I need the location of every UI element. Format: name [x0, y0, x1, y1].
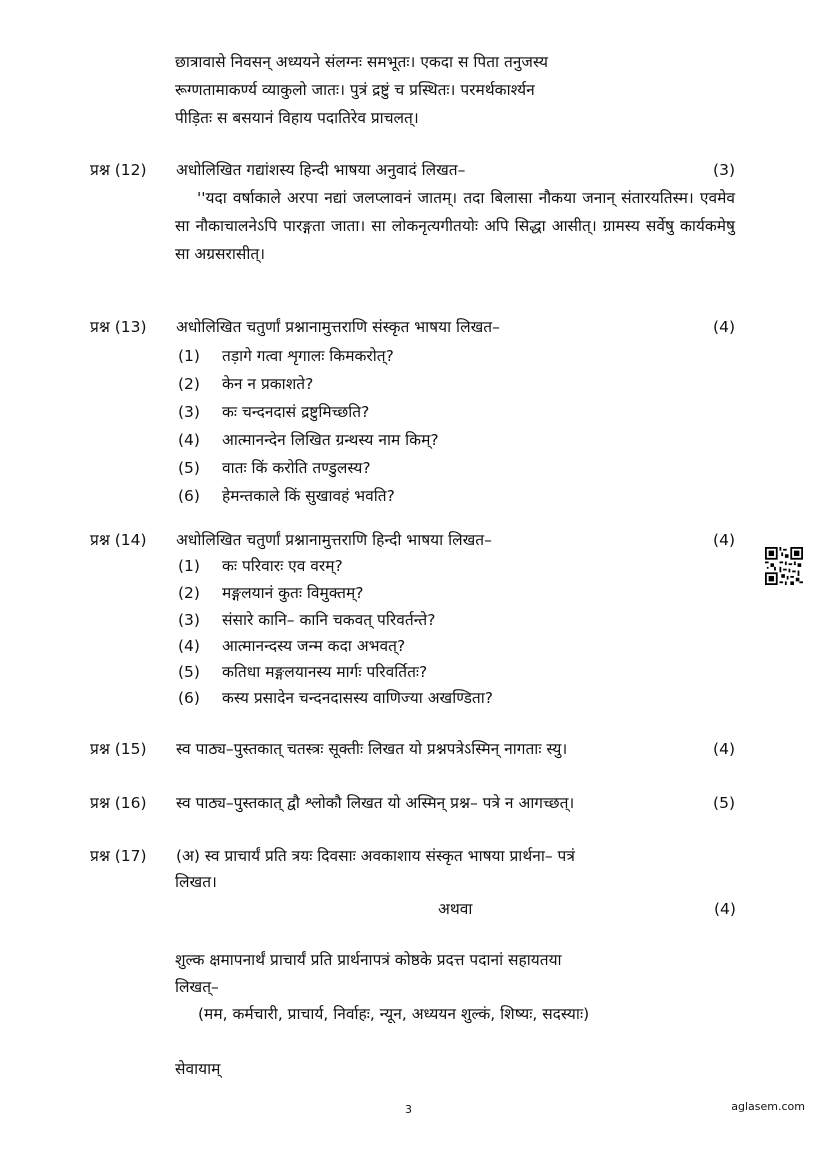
question-text: स्व पाठ्य–पुस्तकात् द्वौ श्लोकौ लिखत यो अस्मिन् प्रश्न– पत्रे न आगच्छत्। [176, 794, 575, 812]
passage-text: ''यदा वर्षाकाले अरपा नद्यां जलप्लावनं जातम्। तदा बिलासा नौकया जनान् संतारयतिस्म। एवमेव सा नौकाचालनेऽपि पारङ्गता जाता। सा लोकनृत्यगीतयोः अपि सिद्धा आसीत्। ग्रामस्य सर्वेषु कार्यकमेषु सा अग्रसरासीत्। [175, 189, 735, 263]
list-item: (4) आत्मानन्देन लिखित ग्रन्थस्य नाम किम्? [178, 431, 439, 449]
question-14-header [90, 526, 735, 554]
question-marks: (4) [713, 531, 735, 549]
list-item: (3) कः चन्दनदासं द्रष्टुमिच्छति? [178, 403, 370, 421]
question-17-line-2: लिखत। [175, 873, 217, 891]
question-13-header [90, 313, 735, 341]
question-17-header [90, 842, 735, 870]
list-item: (1) कः परिवारः एव वरम्? [178, 557, 343, 575]
question-number: प्रश्न (13) [90, 318, 147, 336]
list-item: (6) हेमन्तकाले किं सुखावहं भवति? [178, 487, 395, 505]
question-text: अधोलिखित गद्यांशस्य हिन्दी भाषया अनुवादं लिखत– [176, 161, 466, 179]
question-12-header [90, 156, 735, 184]
alternative-line-1: शुल्क क्षमापनार्थं प्राचार्यं प्रति प्रार्थनापत्रं कोष्ठके प्रदत्त पदानां सहायतया [175, 951, 562, 969]
question-16-header [90, 789, 735, 817]
site-watermark: aglasem.com [731, 1100, 805, 1113]
question-number: प्रश्न (12) [90, 161, 147, 179]
question-12-passage [175, 184, 735, 268]
list-item: (3) संसारे कानि– कानि चकवत् परिवर्तन्ते? [178, 611, 436, 629]
question-text: (अ) स्व प्राचार्यं प्रति त्रयः दिवसाः अवकाशाय संस्कृत भाषया प्रार्थना– पत्रं [176, 847, 575, 865]
or-separator: अथवा [438, 900, 473, 918]
alternative-line-2: लिखत्– [175, 978, 219, 996]
question-number: प्रश्न (14) [90, 531, 147, 549]
word-bank: (मम, कर्मचारी, प्राचार्य, निर्वाहः, न्यून, अध्ययन शुल्कं, शिष्यः, सदस्याः) [198, 1005, 590, 1023]
intro-line-1: छात्रावासे निवसन् अध्ययने संलग्नः समभूतः। एकदा स पिता तनुजस्य [175, 53, 548, 71]
intro-line-2: रूग्णतामाकर्ण्य व्याकुलो जातः। पुत्रं द्रष्टुं च प्रस्थितः। परमर्थकार्श्यन [175, 81, 535, 99]
question-15-header [90, 735, 735, 763]
list-item: (6) कस्य प्रसादेन चन्दनदासस्य वाणिज्या अखण्डिता? [178, 689, 493, 707]
question-text: अधोलिखित चतुर्णां प्रश्नानामुत्तराणि हिन्दी भाषया लिखत– [176, 531, 492, 549]
intro-paragraph [175, 48, 735, 132]
list-item: (5) वातः किं करोति तण्डुलस्य? [178, 459, 371, 477]
qr-code-icon [765, 547, 803, 585]
question-marks: (4) [713, 740, 735, 758]
letter-salutation: सेवायाम् [175, 1060, 221, 1078]
list-item: (1) तड़ागे गत्वा शृगालः किमकरोत्? [178, 347, 394, 365]
question-marks: (5) [713, 794, 735, 812]
list-item: (2) मङ्गलयानं कुतः विमुक्तम्? [178, 584, 364, 602]
question-text: स्व पाठ्य–पुस्तकात् चतस्त्रः सूक्तीः लिखत यो प्रश्नपत्रेऽस्मिन् नागताः स्यु। [176, 740, 568, 758]
list-item: (5) कतिधा मङ्गलयानस्य मार्गः परिवर्तितः? [178, 663, 428, 681]
question-number: प्रश्न (16) [90, 794, 147, 812]
question-number: प्रश्न (17) [90, 847, 147, 865]
list-item: (4) आत्मानन्दस्य जन्म कदा अभवत्? [178, 637, 406, 655]
question-marks: (3) [713, 161, 735, 179]
question-marks: (4) [713, 318, 735, 336]
intro-line-3: पीड़ितः स बसयानं विहाय पदातिरेव प्राचलत्। [175, 109, 419, 127]
page-number: 3 [405, 1103, 412, 1116]
question-marks: (4) [714, 900, 736, 918]
list-item: (2) केन न प्रकाशते? [178, 375, 314, 393]
question-text: अधोलिखित चतुर्णां प्रश्नानामुत्तराणि संस्कृत भाषया लिखत– [176, 318, 500, 336]
question-number: प्रश्न (15) [90, 740, 147, 758]
